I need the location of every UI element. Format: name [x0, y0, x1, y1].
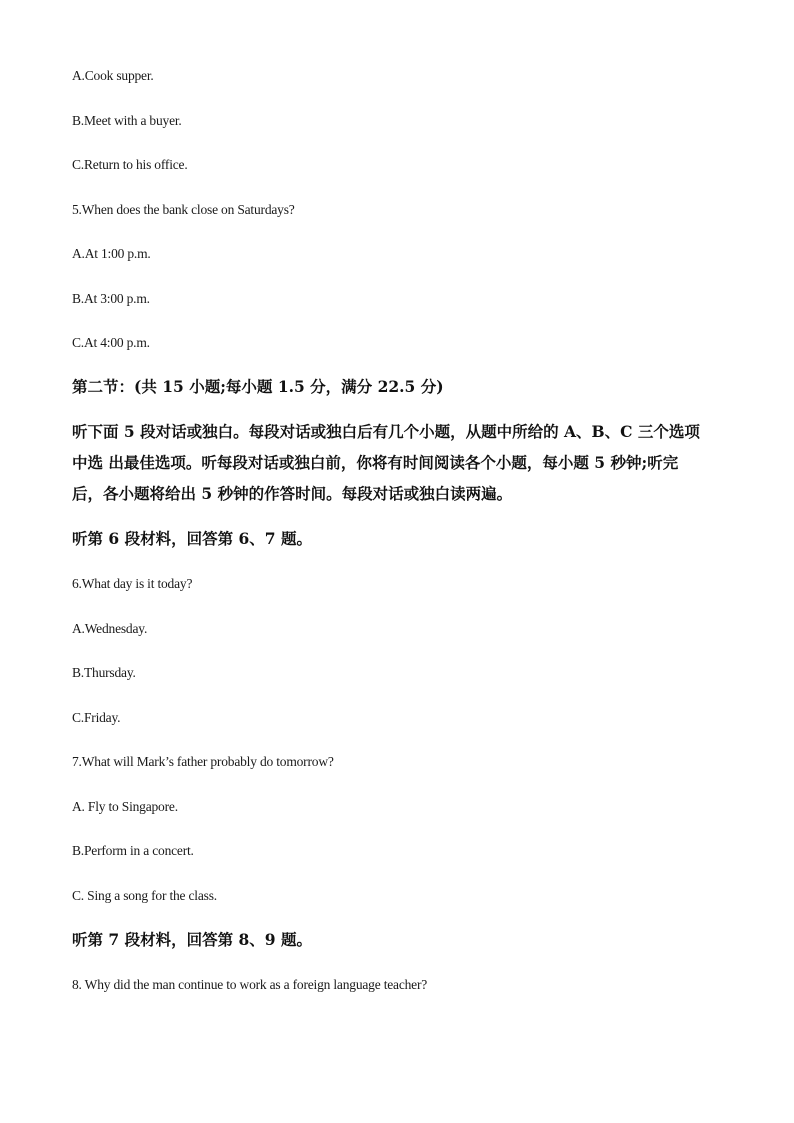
q7-question: 7.What will Mark’s father probably do tomorrow? — [72, 754, 334, 769]
q6-option-a: A.Wednesday. — [72, 621, 148, 636]
material-7-heading: 听第 7 段材料，回答第 8、9 题。 — [72, 930, 312, 949]
q4-option-c: C.Return to his office. — [72, 157, 188, 172]
q5-option-a: A.At 1:00 p.m. — [72, 246, 151, 261]
q4-option-a: A.Cook supper. — [72, 68, 154, 83]
q5-question: 5.When does the bank close on Saturdays? — [72, 202, 295, 217]
section2-heading: 第二节：(共 15 小题;每小题 1.5 分，满分 22.5 分) — [72, 377, 444, 396]
material-6-heading: 听第 6 段材料，回答第 6、7 题。 — [72, 529, 312, 548]
q8-question: 8. Why did the man continue to work as a foreign language teacher? — [72, 977, 428, 992]
q6-option-b: B.Thursday. — [72, 665, 136, 680]
section2-instructions-line1: 听下面 5 段对话或独白。每段对话或独白后有几个小题，从题中所给的 A、B、C 三个选项 — [72, 422, 700, 441]
q7-option-c: C. Sing a song for the class. — [72, 888, 217, 903]
q6-question: 6.What day is it today? — [72, 576, 193, 591]
q7-option-a: A. Fly to Singapore. — [72, 799, 178, 814]
section2-instructions-line3: 后，各小题将给出 5 秒钟的作答时间。每段对话或独白读两遍。 — [72, 484, 513, 503]
q5-option-c: C.At 4:00 p.m. — [72, 335, 150, 350]
q5-option-b: B.At 3:00 p.m. — [72, 291, 150, 306]
q6-option-c: C.Friday. — [72, 710, 121, 725]
section2-instructions-line2: 中选 出最佳选项。听每段对话或独白前，你将有时间阅读各个小题，每小题 5 秒钟;听完 — [72, 453, 679, 472]
q7-option-b: B.Perform in a concert. — [72, 843, 194, 858]
q4-option-b: B.Meet with a buyer. — [72, 113, 182, 128]
